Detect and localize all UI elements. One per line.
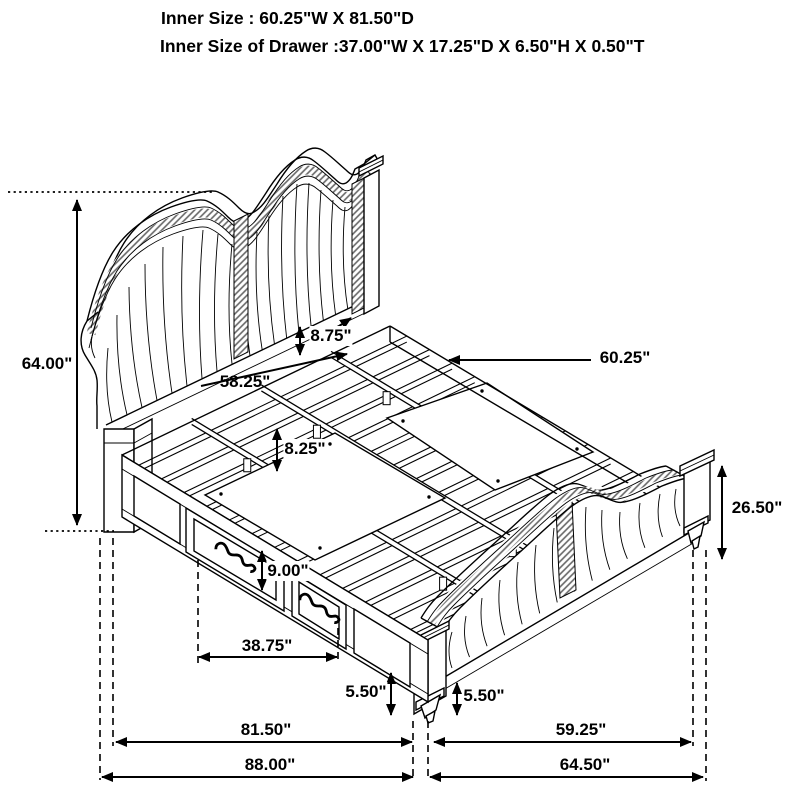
- dim-leg-height-left-label: 5.50": [345, 682, 387, 701]
- inner-size-text: Inner Size : 60.25"W X 81.50"D: [161, 8, 414, 28]
- footboard: [411, 450, 714, 723]
- dim-825-label: 8.25": [284, 439, 326, 458]
- headboard-right-post-hatch: [352, 178, 364, 314]
- dim-overall-width-label: 64.50": [559, 755, 611, 774]
- dim-drawer-height-label: 9.00": [267, 561, 309, 580]
- dim-overall-length-label: 88.00": [244, 755, 296, 774]
- dim-drawer-span-label: 38.75": [241, 636, 293, 655]
- dim-5825-label: 58.25": [219, 372, 271, 391]
- dim-inner-width-label: 60.25": [599, 348, 651, 367]
- headboard-left-molding: [81, 321, 97, 429]
- headboard-center-post-hatch: [234, 214, 248, 359]
- footboard-center-hatch: [556, 501, 576, 598]
- headboard-right-post: [364, 170, 379, 314]
- dim-875-label: 8.75": [310, 326, 352, 345]
- dim-rail-length-label: 81.50": [240, 720, 292, 739]
- dim-headboard-height-label: 64.00": [21, 354, 73, 373]
- dim-leg-height-right-label: 5.50": [463, 686, 505, 705]
- inner-drawer-size-text: Inner Size of Drawer :37.00"W X 17.25"D X 6.50"H X 0.50"T: [160, 36, 645, 56]
- dim-5925-label: 59.25": [555, 720, 607, 739]
- deck-panel-right: [387, 383, 593, 490]
- dim-footboard-height-label: 26.50": [731, 498, 783, 517]
